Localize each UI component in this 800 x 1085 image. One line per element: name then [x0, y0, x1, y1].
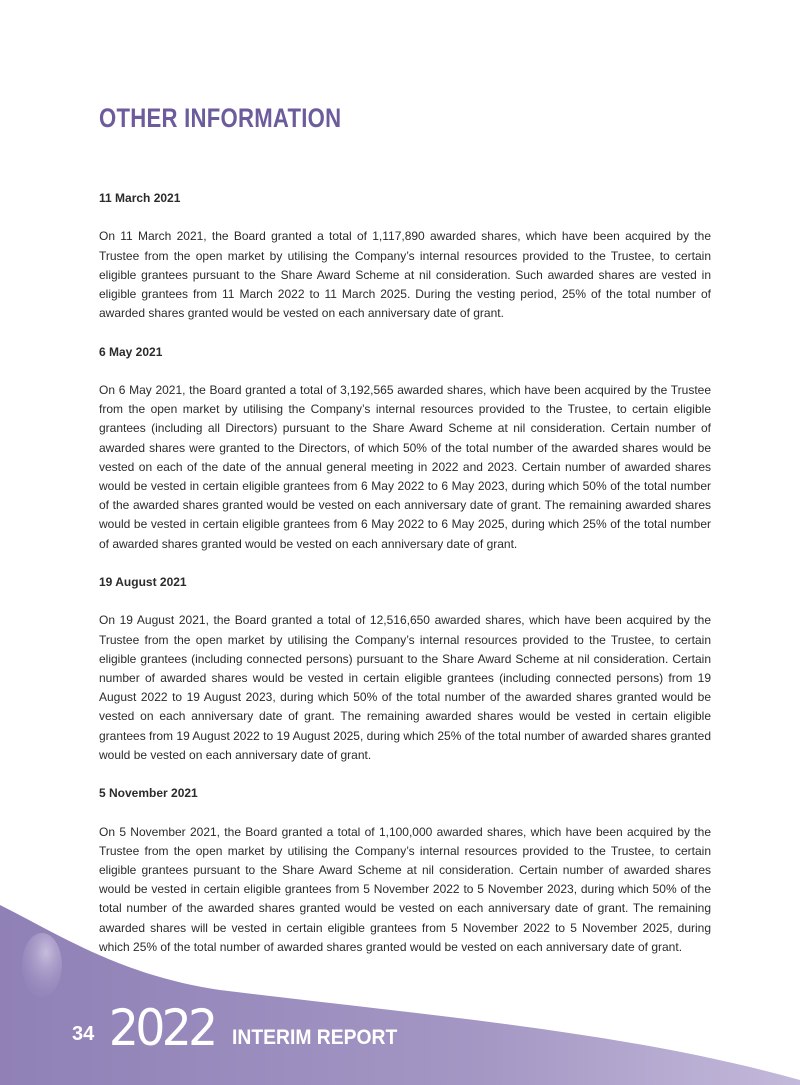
section-heading: 19 August 2021 — [99, 575, 187, 589]
section-heading: 11 March 2021 — [99, 191, 181, 205]
page-number: 34 — [72, 1023, 95, 1045]
section-paragraph: On 5 November 2021, the Board granted a total of 1,100,000 awarded shares, which have been acquired by the Trustee from the open market by utilising the Company’s internal resources provided to the Trustee, to certain eligible grantees pursuant to the Share Award Scheme at nil consideration. Certain number of awarded shares would be vested in certain eligible grantees from 5 November 2022 to 5 November 2023, during which 50% of the total number of the awarded shares granted would be vested on each anniversary date of grant. The remaining awarded shares will be vested in certain eligible grantees from 5 November 2022 to 5 November 2025, during which 25% of the total number of awarded shares granted would be vested on each anniversary date of grant. — [99, 824, 711, 954]
section-heading: 5 November 2021 — [99, 786, 198, 801]
document-body — [99, 189, 711, 976]
page-title: OTHER INFORMATION — [99, 103, 342, 133]
section-paragraph: On 6 May 2021, the Board granted a total of 3,192,565 awarded shares, which have been acquired by the Trustee from the open market by utilising the Company’s internal resources provided to the Trustee, to certain eligible grantees (including all Directors) pursuant to the Share Award Scheme at nil consideration. Certain number of awarded shares were granted to the Directors, of which 50% of the total number of the awarded shares would be vested on each of the date of the annual general meeting in 2022 and 2023. Certain number of awarded shares would be vested in certain eligible grantees from 6 May 2022 to 6 May 2023, during which 50% of the total number of the awarded shares granted would be vested on each anniversary date of grant. The remaining awarded shares would be vested in certain eligible grantees from 6 May 2022 to 6 May 2025, during which 25% of the total number of awarded shares granted would be vested on each anniversary date of grant. — [99, 382, 711, 551]
section-paragraph: On 11 March 2021, the Board granted a total of 1,117,890 awarded shares, which have been acquired by the Trustee from the open market by utilising the Company’s internal resources provided to the Trustee, to certain eligible grantees pursuant to the Share Award Scheme at nil consideration. Such awarded shares are vested in eligible grantees from 11 March 2022 to 11 March 2025. During the vesting period, 25% of the total number of awarded shares granted would be vested on each anniversary date of grant. — [99, 229, 711, 321]
section-heading: 6 May 2021 — [99, 344, 163, 359]
section-paragraph: On 19 August 2021, the Board granted a total of 12,516,650 awarded shares, which have been acquired by the Trustee from the open market by utilising the Company’s internal resources provided to the Trustee, to certain eligible grantees (including connected persons) pursuant to the Share Award Scheme at nil consideration. Certain number of awarded shares would be vested in certain eligible grantees (including connected persons) from 19 August 2022 to 19 August 2023, during which 50% of the total number of the awarded shares granted would be vested on each anniversary date of grant. The remaining awarded shares would be vested in certain eligible grantees from 19 August 2022 to 19 August 2025, during which 25% of the total number of awarded shares granted would be vested on each anniversary date of grant. — [99, 613, 711, 762]
report-label: INTERIM REPORT — [231, 1026, 397, 1049]
page-footer — [72, 999, 411, 1057]
orb-decoration — [22, 933, 62, 997]
report-year: 2022 — [109, 999, 215, 1057]
